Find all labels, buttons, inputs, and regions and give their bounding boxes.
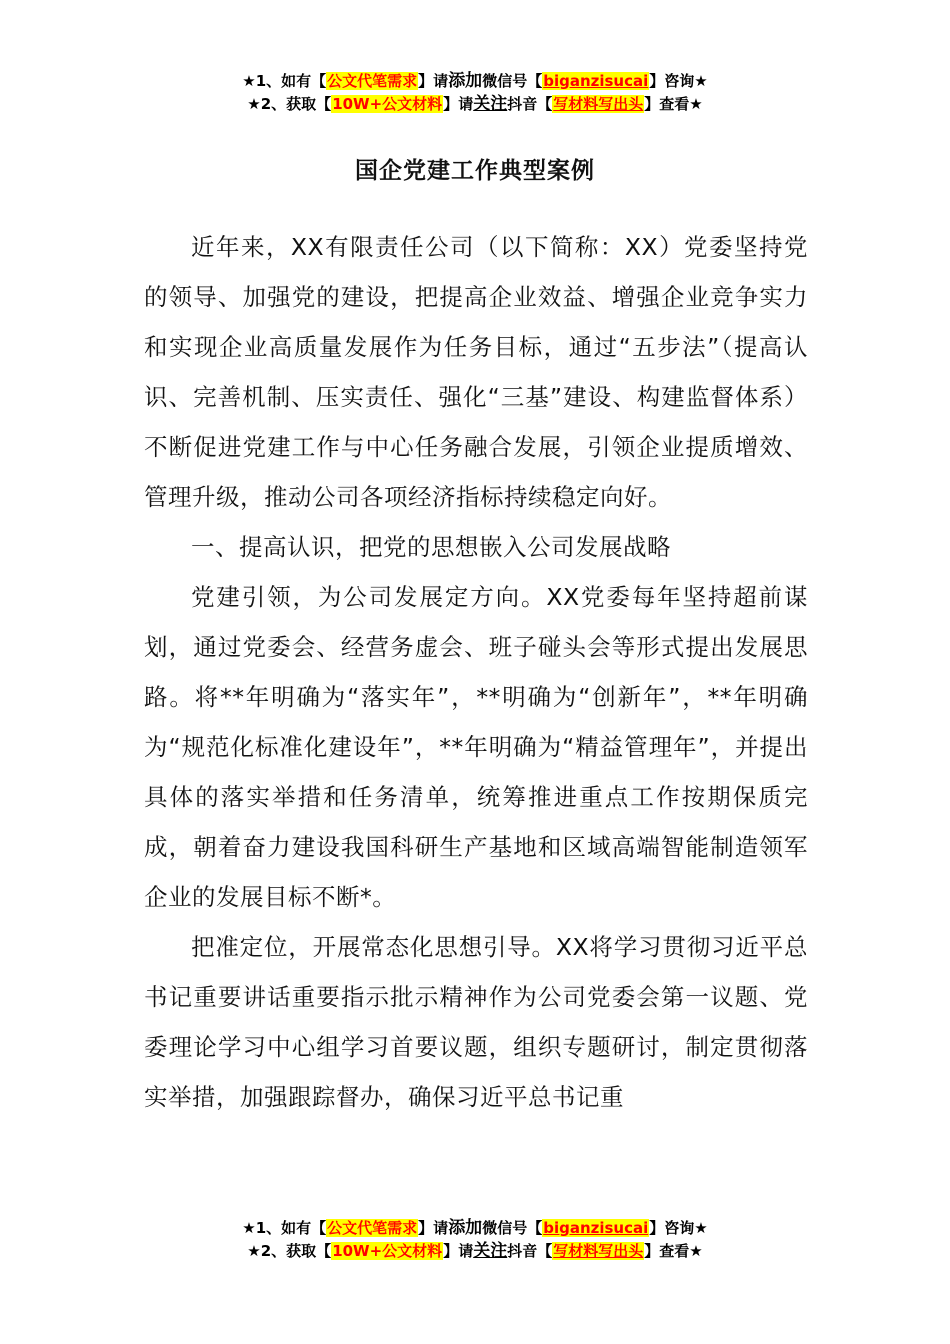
promo-text: ★2、获取【 (247, 95, 332, 113)
promo-text: 】请 (418, 72, 449, 90)
paragraph-intro: 近年来，XX有限责任公司（以下简称：XX）党委坚持党的领导、加强党的建设，把提高企业效益、增强企业竞争实力和实现企业高质量发展作为任务目标，通过“五步法”（提高认识、完善机制、压实责任、强化“三基”建设、构建监督体系）不断促进党建工作与中心任务融合发展，引领企业提质增效、管理升级，推动公司各项经济指标持续稳定向好。 (144, 233, 808, 511)
promo-highlight: 公文代笔需求 (327, 72, 418, 90)
promo-banner-top (0, 70, 950, 116)
promo-emphasis: 添加 (448, 71, 483, 91)
promo-text: 】请 (443, 95, 474, 113)
promo-banner-bottom (0, 1217, 950, 1263)
promo-text: ★1、如有【 (242, 72, 327, 90)
promo-text: 微信号【 (482, 72, 543, 90)
promo-douyin-id: 写材料写出头 (553, 1242, 644, 1260)
promo-line-1 (0, 1217, 950, 1240)
paragraph-party-leadership: 党建引领，为公司发展定方向。XX党委每年坚持超前谋划，通过党委会、经营务虚会、班子碰头会等形式提出发展思路。将**年明确为“落实年”，**明确为“创新年”，**年明确为“规范化标准化建设年”，**年明确为“精益管理年”，并提出具体的落实举措和任务清单，统筹推进重点工作按期保质完成，朝着奋力建设我国科研生产基地和区域高端智能制造领军企业的发展目标不断*。 (144, 583, 808, 911)
promo-text: 抖音【 (507, 95, 553, 113)
promo-text: 】请 (418, 1219, 449, 1237)
promo-text: ★2、获取【 (247, 1242, 332, 1260)
promo-highlight: 公文代笔需求 (327, 1219, 418, 1237)
promo-line-1 (0, 70, 950, 93)
promo-text: 】咨询★ (649, 72, 708, 90)
promo-douyin-id: 写材料写出头 (553, 95, 644, 113)
promo-text: 微信号【 (482, 1219, 543, 1237)
promo-text: 】请 (443, 1242, 474, 1260)
document-body (144, 222, 808, 1122)
promo-text: 抖音【 (507, 1242, 553, 1260)
promo-text: 】查看★ (644, 1242, 703, 1260)
promo-emphasis: 添加 (448, 1218, 483, 1238)
promo-wechat-id: biganzisucai (543, 72, 649, 90)
promo-text: ★1、如有【 (242, 1219, 327, 1237)
promo-line-2 (0, 1240, 950, 1263)
promo-highlight: 10W+公文材料 (332, 95, 443, 113)
promo-emphasis: 关注 (473, 94, 508, 114)
paragraph-ideological-guidance: 把准定位，开展常态化思想引导。XX将学习贯彻习近平总书记重要讲话重要指示批示精神作为公司党委会第一议题、党委理论学习中心组学习首要议题，组织专题研讨，制定贯彻落实举措，加强跟踪督办，确保习近平总书记重 (144, 933, 808, 1111)
promo-line-2 (0, 93, 950, 116)
promo-text: 】咨询★ (649, 1219, 708, 1237)
promo-wechat-id: biganzisucai (543, 1219, 649, 1237)
promo-highlight: 10W+公文材料 (332, 1242, 443, 1260)
promo-emphasis: 关注 (473, 1241, 508, 1261)
document-title: 国企党建工作典型案例 (355, 158, 595, 184)
section-heading-1: 一、提高认识，把党的思想嵌入公司发展战略 (191, 533, 671, 561)
promo-text: 】查看★ (644, 95, 703, 113)
